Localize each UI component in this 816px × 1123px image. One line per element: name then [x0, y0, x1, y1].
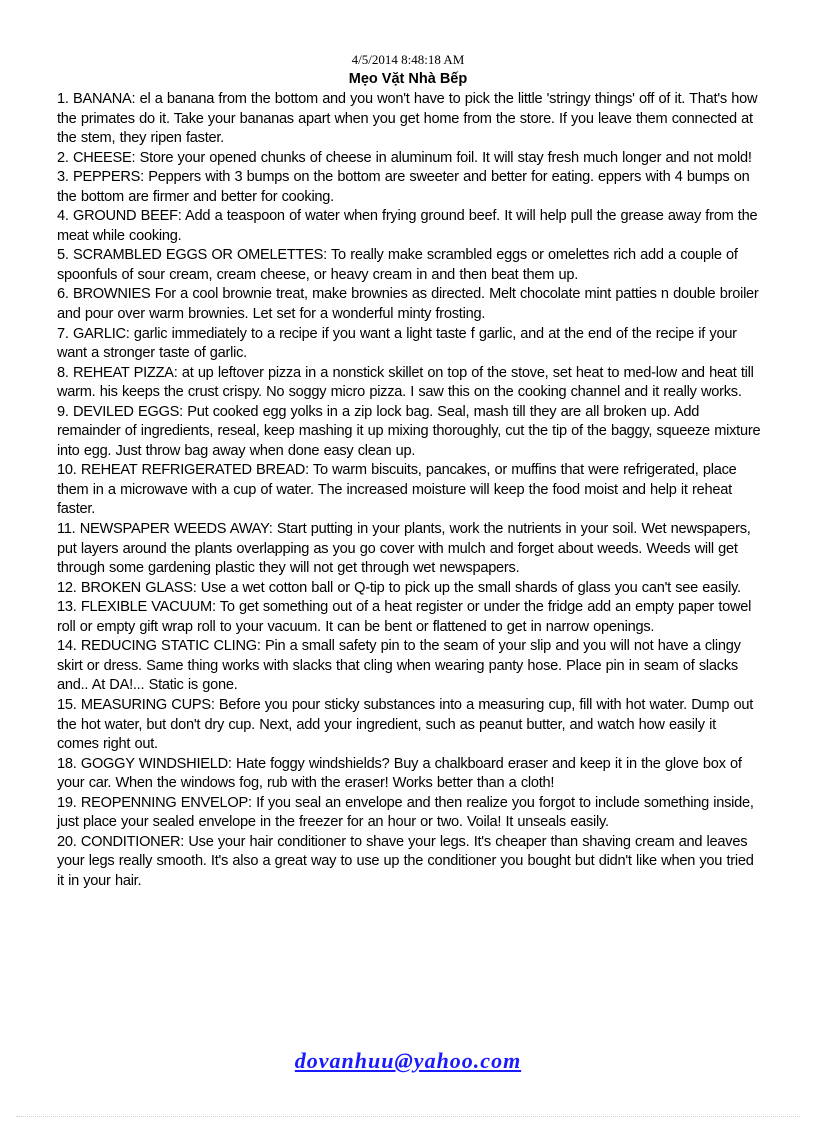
tip-conditioner: 20. CONDITIONER: Use your hair conditioner to shave your legs. It's cheaper than shaving cream and leaves your legs really smooth. It's also a great way to use up the conditioner you bought but didn't like when you tried it in your hair.: [57, 833, 754, 889]
tip-peppers: 3. PEPPERS: Peppers with 3 bumps on the bottom are sweeter and better for eating. eppers with 4 bumps on the bottom are firmer and better for cooking.: [57, 169, 750, 205]
footer-email-link[interactable]: dovanhuu@yahoo.com: [294, 1048, 522, 1073]
tips-list: [57, 90, 761, 891]
tip-brownies: 6. BROWNIES For a cool brownie treat, make brownies as directed. Melt chocolate mint patties n double broiler and pour over warm brownies. Let set for a wonderful minty frosting.: [57, 286, 759, 323]
tip-banana: 1. BANANA: el a banana from the bottom and you won't have to pick the little 'stringy things' off of it. That's how the primates do it. Take your bananas apart when you get home from the store. If you leave them connected at the stem, they ripen faster.: [57, 91, 758, 147]
page-bottom-divider: [16, 1116, 800, 1117]
tip-cheese: 2. CHEESE: Store your opened chunks of cheese in aluminum foil. It will stay fresh much longer and not mold!: [57, 149, 752, 166]
document-timestamp: 4/5/2014 8:48:18 AM: [351, 52, 465, 67]
document-title: Mẹo Vặt Nhà Bếp: [348, 71, 468, 87]
tip-ground-beef: 4. GROUND BEEF: Add a teaspoon of water when frying ground beef. It will help pull the grease away from the meat while cooking.: [57, 208, 758, 244]
tip-garlic: 7. GARLIC: garlic immediately to a recipe if you want a light taste f garlic, and at the end of the recipe if your want a stronger taste of garlic.: [57, 325, 737, 362]
tip-reopening-envelope: 19. REOPENNING ENVELOP: If you seal an envelope and then realize you forgot to include something inside, just place your sealed envelope in the freezer for an hour or two. Voila! It unseals easily.: [57, 794, 754, 831]
tip-scrambled-eggs: 5. SCRAMBLED EGGS OR OMELETTES: To really make scrambled eggs or omelettes rich add a couple of spoonfuls of sour cream, cream cheese, or heavy cream in and then beat them up.: [57, 247, 738, 283]
tip-deviled-eggs: 9. DEVILED EGGS: Put cooked egg yolks in a zip lock bag. Seal, mash till they are all broken up. Add remainder of ingredients, reseal, keep mashing it up mixing thoroughly, cut the tip of the baggy, squeeze mixture into egg. Just throw bag away when done easy clean up.: [57, 403, 761, 459]
tip-reheat-bread: 10. REHEAT REFRIGERATED BREAD: To warm biscuits, pancakes, or muffins that were refrigerated, place them in a microwave with a cup of water. The increased moisture will keep the food moist and help it reheat faster.: [57, 462, 737, 518]
tip-measuring-cups: 15. MEASURING CUPS: Before you pour sticky substances into a measuring cup, fill with hot water. Dump out the hot water, but don't dry cup. Next, add your ingredient, such as peanut butter, and watch how easily it comes right out.: [57, 696, 754, 753]
tip-foggy-windshield: 18. GOGGY WINDSHIELD: Hate foggy windshields? Buy a chalkboard eraser and keep it in the glove box of your car. When the windows fog, rub with the eraser! Works better than a cloth!: [57, 755, 742, 792]
tip-static-cling: 14. REDUCING STATIC CLING: Pin a small safety pin to the seam of your slip and you will not have a clingy skirt or dress. Same thing works with slacks that cling when wearing panty hose. Place pin in seam of slacks and.. At DA!... Static is gone.: [57, 638, 741, 694]
tip-broken-glass: 12. BROKEN GLASS: Use a wet cotton ball or Q-tip to pick up the small shards of glass you can't see easily.: [57, 579, 741, 596]
tip-flexible-vacuum: 13. FLEXIBLE VACUUM: To get something out of a heat register or under the fridge add an empty paper towel roll or empty gift wrap roll to your vacuum. It can be bent or flattened to get in narrow openings.: [57, 599, 752, 635]
tip-reheat-pizza: 8. REHEAT PIZZA: at up leftover pizza in a nonstick skillet on top of the stove, set heat to med-low and heat till warm. his keeps the crust crispy. No soggy micro pizza. I saw this on the cooking channel and it really works.: [57, 364, 754, 401]
tip-newspaper-weeds: 11. NEWSPAPER WEEDS AWAY: Start putting in your plants, work the nutrients in your soil. Wet newspapers, put layers around the plants overlapping as you go cover with mulch and forget about weeds. Weeds will get through some gardening plastic they will not get through wet newspapers.: [57, 521, 751, 577]
